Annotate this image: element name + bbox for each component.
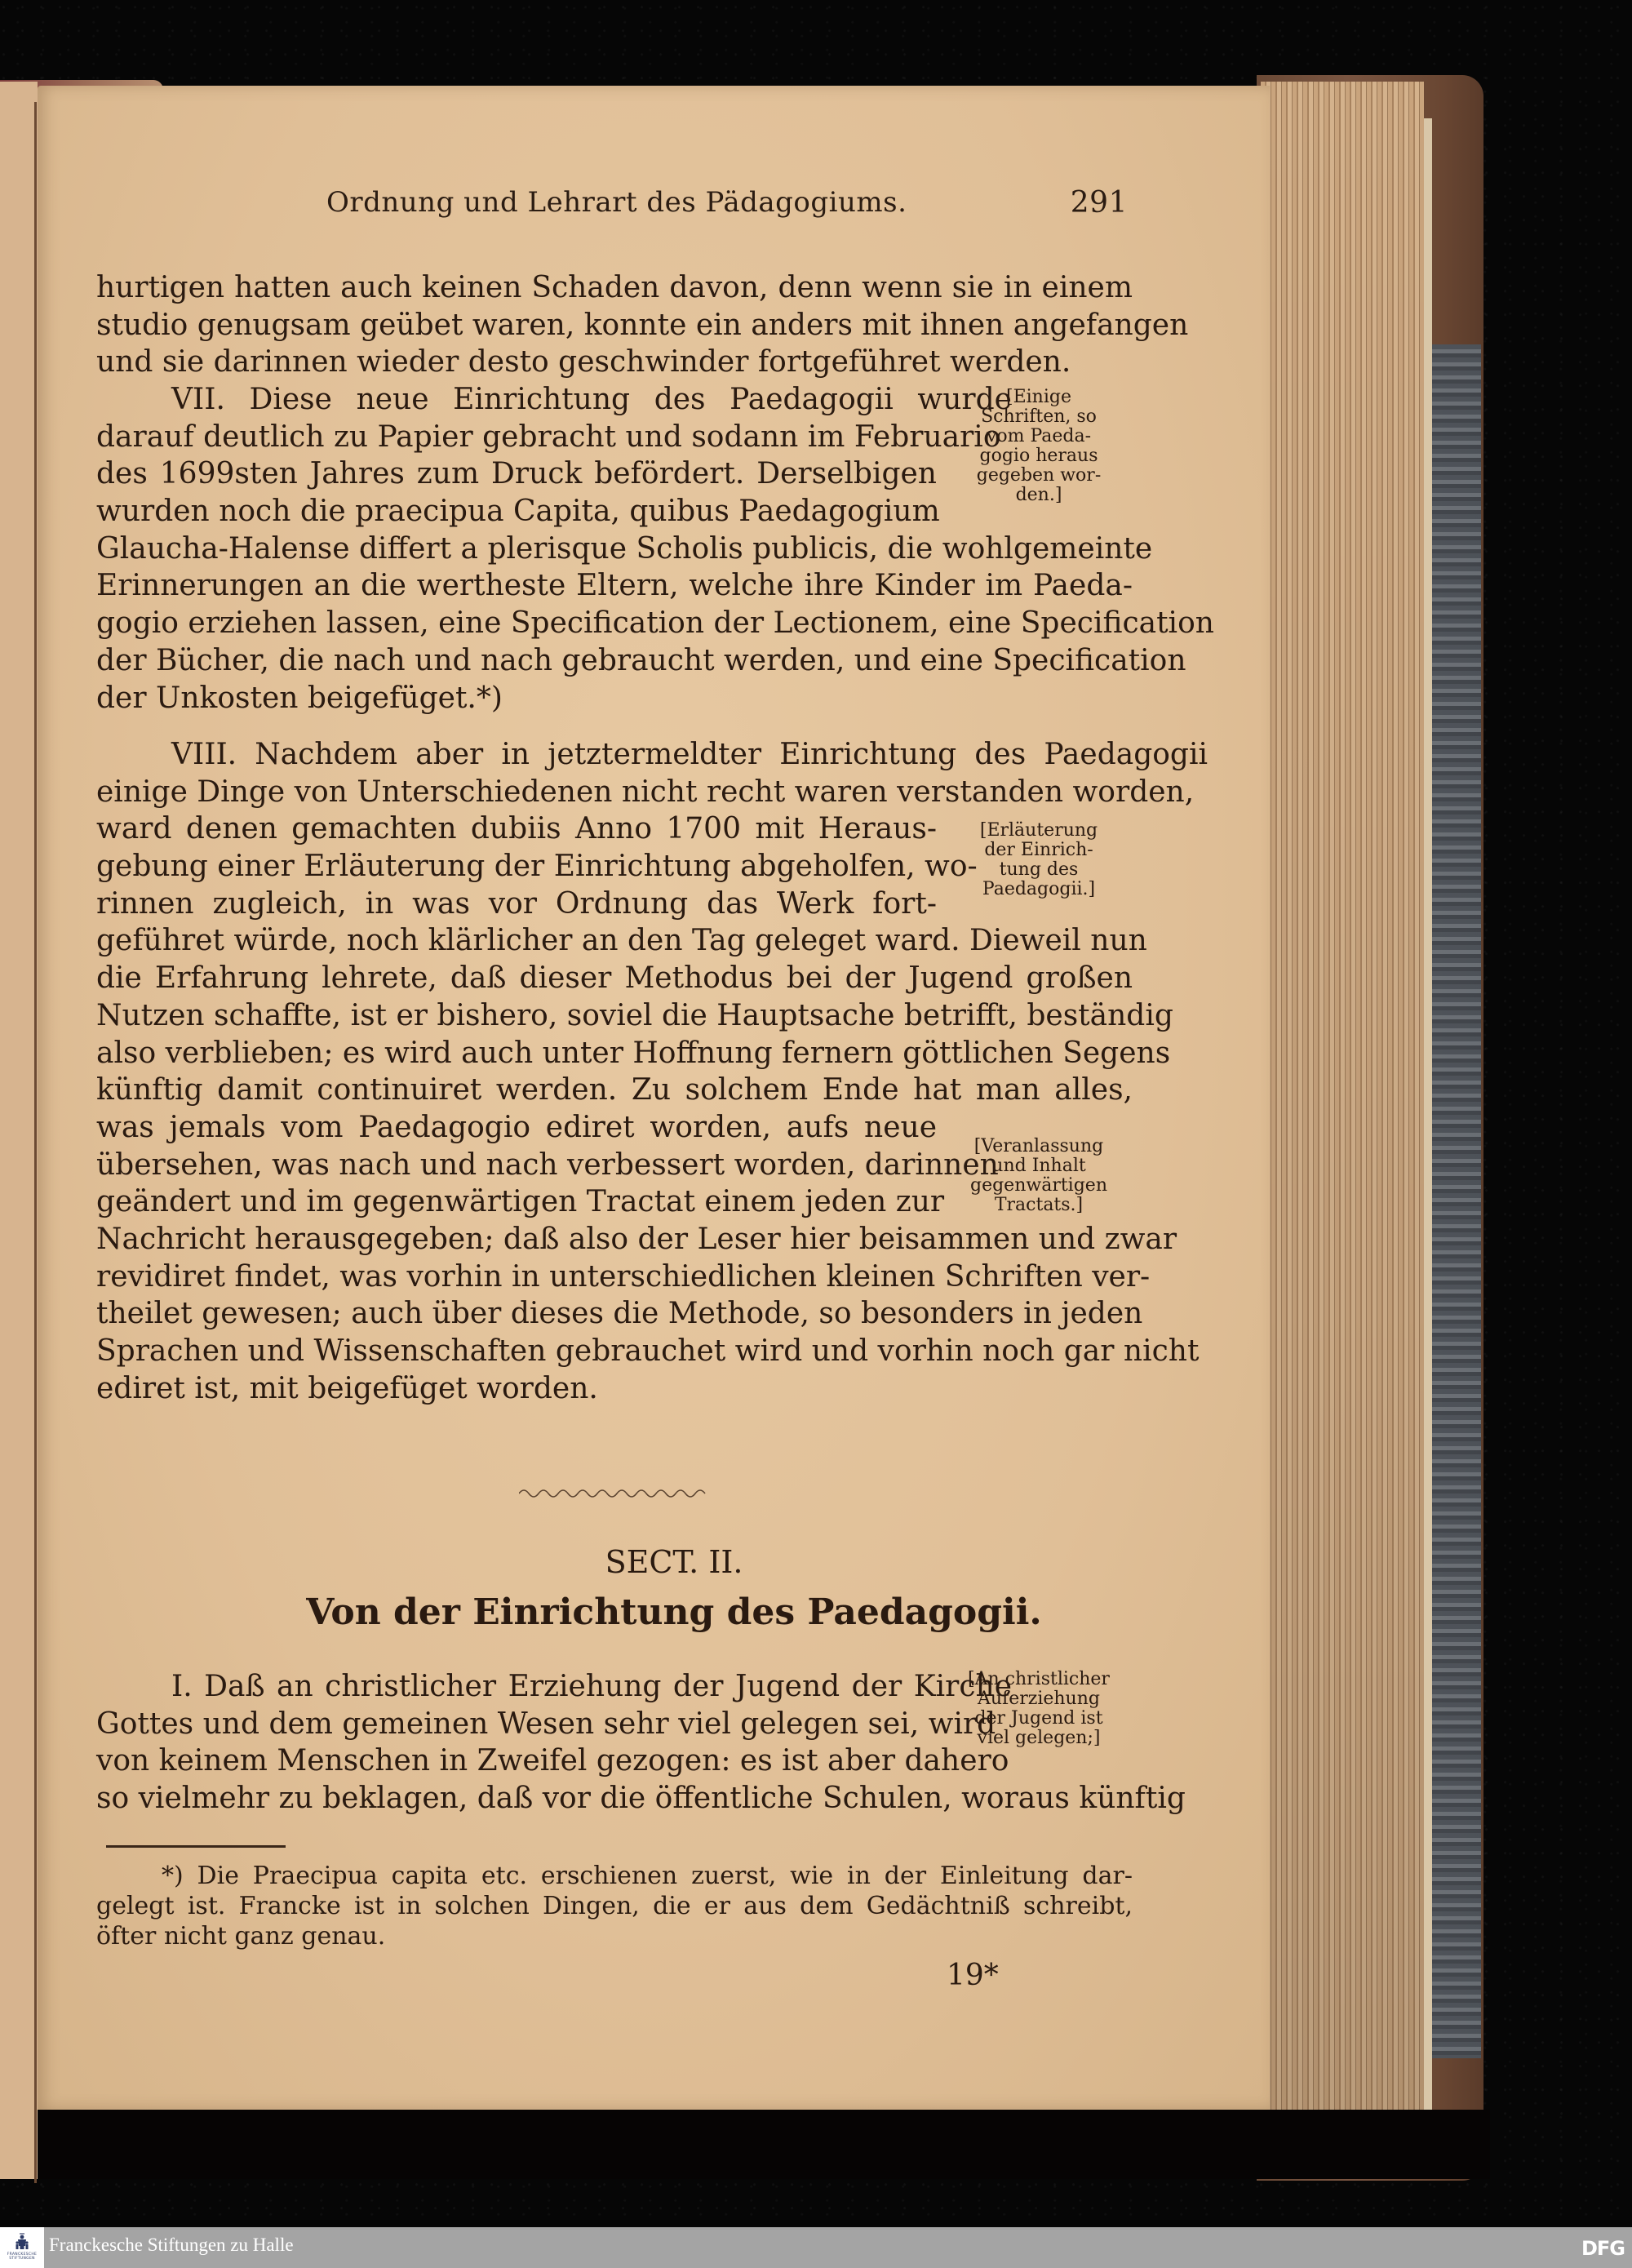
footer-bar bbox=[0, 2227, 1632, 2268]
text-line: VII. Diese neue Einrichtung des Paedagogii wurde bbox=[171, 383, 1012, 416]
text-line: Erinnerungen an die wertheste Eltern, welche ihre Kinder im Paeda- bbox=[96, 569, 1133, 603]
text-line: theilet gewesen; auch über dieses die Methode, so besonders in jeden bbox=[96, 1297, 1143, 1331]
text-line: einige Dinge von Unterschiedenen nicht recht waren verstanden worden, bbox=[96, 774, 1195, 809]
margin-note: [An christlicher Auferziehung der Jugend ist viel gelegen;] bbox=[968, 1669, 1110, 1748]
text-line: Sprachen und Wissenschaften gebrauchet wird und vorhin noch gar nicht bbox=[96, 1334, 1200, 1368]
text-line: Gottes und dem gemeinen Wesen sehr viel gelegen sei, wird bbox=[96, 1707, 996, 1741]
dfg-logo[interactable]: DFG bbox=[1581, 2237, 1625, 2260]
text-line: Nachricht herausgegeben; daß also der Leser hier beisammen und zwar bbox=[96, 1222, 1177, 1256]
footnote-line: gelegt ist. Francke ist in solchen Dingen, die er aus dem Gedächtniß schreibt, bbox=[96, 1892, 1133, 1920]
footnote-line: *) Die Praecipua capita etc. erschienen zuerst, wie in der Einleitung dar- bbox=[162, 1862, 1133, 1890]
text-line: hurtigen hatten auch keinen Schaden davon, denn wenn sie in einem bbox=[96, 271, 1133, 304]
section-number: SECT. II. bbox=[605, 1544, 743, 1580]
wavy-ornament bbox=[519, 1485, 708, 1502]
text-line: und sie darinnen wieder desto geschwinder fortgeführet werden. bbox=[96, 345, 1071, 379]
text-line: so vielmehr zu beklagen, daß vor die öffentliche Schulen, woraus künftig bbox=[96, 1782, 1186, 1816]
text-line: darauf deutlich zu Papier gebracht und sodann im Februario bbox=[96, 419, 1001, 454]
page-number: 291 bbox=[1070, 186, 1128, 220]
text-line: wurden noch die praecipua Capita, quibus Paedagogium bbox=[96, 495, 940, 529]
text-line: der Unkosten beigefüget.*) bbox=[96, 681, 503, 715]
text-line: ward denen gemachten dubiis Anno 1700 mit Heraus- bbox=[96, 812, 937, 846]
page-bottom-shadow bbox=[38, 2110, 1490, 2179]
signature-mark: 19* bbox=[947, 1959, 999, 1992]
text-line: geführet würde, noch klärlicher an den Tag geleget ward. Dieweil nun bbox=[96, 924, 1147, 958]
footnote-line: öfter nicht ganz genau. bbox=[96, 1922, 386, 1951]
margin-note: [Einige Schriften, so vom Paeda- gogio heraus gegeben wor- den.] bbox=[976, 387, 1102, 505]
margin-note: [Erläuterung der Einrich- tung des Paedagogii.] bbox=[979, 820, 1098, 899]
text-line: also verblieben; es wird auch unter Hoffnung fernern göttlichen Segens bbox=[96, 1036, 1171, 1070]
left-page-sliver bbox=[0, 82, 38, 2179]
text-line: gebung einer Erläuterung der Einrichtung abgeholfen, wo- bbox=[96, 850, 978, 884]
running-title: Ordnung und Lehrart des Pädagogiums. bbox=[326, 186, 907, 219]
paragraph-continuation bbox=[96, 269, 1189, 381]
page-block-edges bbox=[1261, 82, 1424, 2130]
cover-cloth bbox=[1424, 344, 1481, 2058]
text-line: übersehen, was nach und nach verbessert worden, darinnen bbox=[96, 1147, 999, 1182]
margin-note: [Veranlassung und Inhalt gegenwärtigen Tractats.] bbox=[970, 1136, 1107, 1215]
section-title: Von der Einrichtung des Paedagogii. bbox=[306, 1591, 1042, 1633]
text-line: was jemals vom Paedagogio ediret worden, aufs neue bbox=[96, 1110, 937, 1144]
footnote bbox=[96, 1861, 1133, 1951]
text-line: Glaucha-Halense differt a plerisque Scholis publicis, die wohlgemeinte bbox=[96, 531, 1153, 566]
text-line: studio genugsam geübet waren, konnte ein anders mit ihnen angefangen bbox=[96, 308, 1189, 342]
institution-logo[interactable] bbox=[0, 2227, 44, 2268]
text-line: Nutzen schaffte, ist er bishero, soviel die Hauptsache betrifft, beständig bbox=[96, 998, 1173, 1032]
logo-text: FRANCKESCHE bbox=[7, 2252, 38, 2257]
text-line: revidiret findet, was vorhin in unterschiedlichen kleinen Schriften ver- bbox=[96, 1259, 1151, 1294]
institution-name[interactable]: Franckesche Stiftungen zu Halle bbox=[49, 2235, 294, 2255]
franckesche-figure-icon bbox=[15, 2232, 29, 2250]
running-header bbox=[326, 186, 1142, 227]
text-line: VIII. Nachdem aber in jetztermeldter Einrichtung des Paedagogii bbox=[171, 738, 1208, 771]
text-line: I. Daß an christlicher Erziehung der Jugend der Kirche bbox=[171, 1670, 1012, 1703]
text-line: künftig damit continuiret werden. Zu solchem Ende hat man alles, bbox=[96, 1073, 1133, 1107]
text-line: der Bücher, die nach und nach gebraucht werden, und eine Specification bbox=[96, 643, 1186, 677]
gutter-line bbox=[34, 102, 37, 2183]
text-line: des 1699sten Jahres zum Druck befördert. Derselbigen bbox=[96, 457, 937, 491]
text-line: gogio erziehen lassen, eine Specification der Lectionem, eine Specification bbox=[96, 606, 1214, 641]
text-line: geändert und im gegenwärtigen Tractat einem jeden zur bbox=[96, 1185, 945, 1219]
text-line: von keinem Menschen in Zweifel gezogen: es ist aber dahero bbox=[96, 1744, 1009, 1778]
logo-text: STIFTUNGEN bbox=[9, 2257, 35, 2261]
footnote-rule bbox=[106, 1845, 286, 1848]
text-line: die Erfahrung lehrete, daß dieser Methodus bei der Jugend großen bbox=[96, 961, 1133, 996]
text-line: rinnen zugleich, in was vor Ordnung das Werk fort- bbox=[96, 886, 937, 921]
text-line: ediret ist, mit beigefüget worden. bbox=[96, 1371, 598, 1405]
